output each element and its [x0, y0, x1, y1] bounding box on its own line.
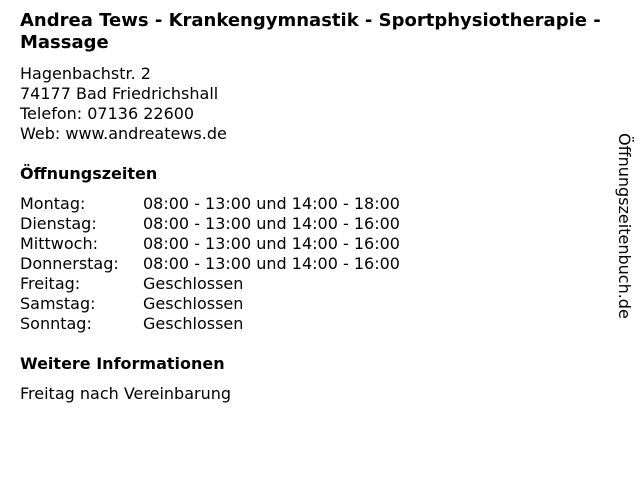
day-hours: Geschlossen [143, 294, 244, 313]
address-block [20, 64, 227, 144]
day-hours: Geschlossen [143, 274, 244, 293]
further-info-text: Freitag nach Vereinbarung [20, 384, 232, 403]
opening-hours-table [20, 194, 400, 334]
phone-number: Telefon: 07136 22600 [20, 104, 195, 123]
street-address: Hagenbachstr. 2 [20, 64, 151, 83]
day-label: Dienstag: [20, 214, 97, 233]
day-label: Samstag: [20, 294, 96, 313]
day-hours: 08:00 - 13:00 und 14:00 - 16:00 [143, 254, 400, 273]
day-hours: Geschlossen [143, 314, 244, 333]
further-info-heading: Weitere Informationen [20, 354, 225, 373]
hours-row-tuesday [20, 214, 400, 234]
site-watermark: Öffnungszeitenbuch.de [615, 133, 634, 319]
hours-row-thursday [20, 254, 400, 274]
day-label: Mittwoch: [20, 234, 98, 253]
opening-hours-heading: Öffnungszeiten [20, 164, 158, 183]
city-address: 74177 Bad Friedrichshall [20, 84, 219, 103]
day-label: Freitag: [20, 274, 81, 293]
hours-row-friday [20, 274, 400, 294]
hours-row-sunday [20, 314, 400, 334]
day-label: Montag: [20, 194, 86, 213]
website: Web: www.andreatews.de [20, 124, 227, 143]
business-title: Andrea Tews - Krankengymnastik - Sportphysiotherapie - Massage [20, 10, 601, 53]
day-hours: 08:00 - 13:00 und 14:00 - 16:00 [143, 234, 400, 253]
hours-row-monday [20, 194, 400, 214]
day-label: Donnerstag: [20, 254, 119, 273]
hours-row-wednesday [20, 234, 400, 254]
day-label: Sonntag: [20, 314, 92, 333]
day-hours: 08:00 - 13:00 und 14:00 - 16:00 [143, 214, 400, 233]
day-hours: 08:00 - 13:00 und 14:00 - 18:00 [143, 194, 400, 213]
hours-row-saturday [20, 294, 400, 314]
